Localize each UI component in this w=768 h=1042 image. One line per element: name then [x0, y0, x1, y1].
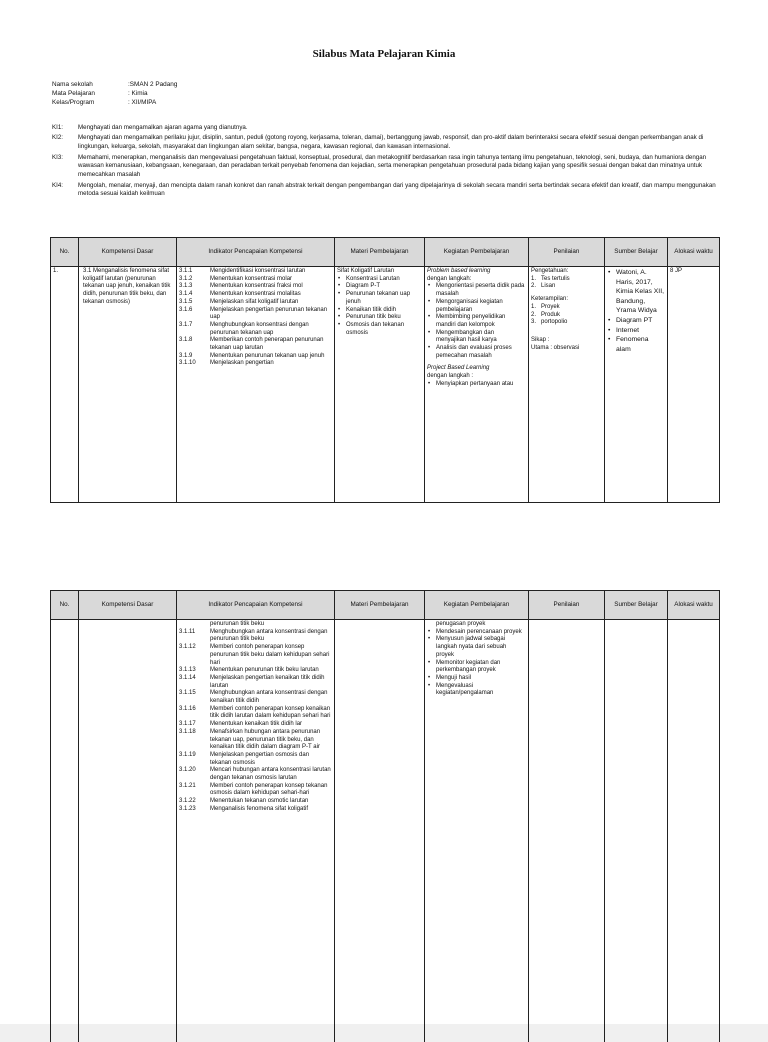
indicator-text: Menjelaskan pengertian kenaikan titik didih larutan [210, 675, 332, 690]
syllabus-table-1 [50, 237, 720, 503]
cell-no: 1. [51, 267, 79, 503]
pjbl-steps [427, 381, 526, 389]
indicator-text: Menentukan kenaikan titik didih lar [210, 721, 332, 729]
cell-kd [79, 267, 177, 503]
list-item: • Mengembangkan dan menyajikan hasil karya [436, 330, 526, 345]
header-kegiatan: Kegiatan Pembelajaran [425, 238, 529, 267]
indicator-text: Menjelaskan pengertian [210, 360, 332, 368]
indicator-number: 3.1.3 [179, 283, 210, 291]
ki-text: Menghayati dan mengamalkan perilaku jujur, disiplin, santun, peduli (gotong royong, kerjasama, toleran, damai), bertanggung jawab, responsif, dan pro-aktif dalam berinteraksi secara efektif sesuai dengan perkembangan anak di lingkungan, keluarga, sekolah, masyarakat dan lingkungan alam sekitar, bangsa, negara, kawasan regional, dan kawasan internasional. [78, 134, 720, 152]
indicator-item [179, 690, 332, 705]
sikap-utama: Utama : observasi [531, 345, 602, 353]
ki-label: KI2: [52, 134, 78, 152]
pengetahuan-list [531, 276, 602, 291]
indicator-text: Menentukan konsentrasi molalitas [210, 291, 332, 299]
ki-item [52, 182, 720, 200]
indicator-item [179, 783, 332, 798]
ki-label: KI3: [52, 154, 78, 180]
list-item: • Diagram PT [616, 316, 665, 326]
indicator-number: 3.1.2 [179, 276, 210, 284]
identity-label: Kelas/Program [52, 98, 128, 107]
indicator-text: Mengidentifikasi konsentrasi larutan [210, 268, 332, 276]
page-title: Silabus Mata Pelajaran Kimia [0, 48, 768, 60]
indicator-text: Menghubungkan antara konsentrasi dengan penurunan titik beku [210, 629, 332, 644]
indicator-item [179, 353, 332, 361]
cell-kegiatan [425, 620, 529, 1042]
indicator-number: 3.1.22 [179, 798, 210, 806]
keterampilan-list [531, 304, 602, 327]
item-text: portopolio [541, 319, 567, 327]
table-header-row [51, 238, 720, 267]
list-item: • Mengorientasi peserta didik pada masalah [436, 283, 526, 298]
ki-label: KI4: [52, 182, 78, 200]
indicator-number: 3.1.16 [179, 706, 210, 721]
indicator-item [179, 299, 332, 307]
indicator-item [179, 729, 332, 752]
indicator-item [179, 675, 332, 690]
list-item: • Menguji hasil [436, 675, 526, 683]
indicator-text: Menentukan penurunan tekanan uap jenuh [210, 353, 332, 361]
indicator-text: Memberi contoh penerapan konsep penurunan titik beku dalam kehidupan sehari hari [210, 644, 332, 667]
indicator-text: Menjelaskan pengertian penurunan tekanan uap [210, 307, 332, 322]
table-row [51, 267, 720, 503]
indicator-item [179, 806, 332, 814]
indicator-text: Memberi contoh penerapan konsep kenaikan titik didih larutan dalam kehidupan sehari hari [210, 706, 332, 721]
indicator-number: 3.1.20 [179, 767, 210, 782]
header-sumber: Sumber Belajar [605, 238, 668, 267]
identity-label: Mata Pelajaran [52, 89, 128, 98]
header-kd: Kompetensi Dasar [79, 591, 177, 620]
cell-alokasi [668, 620, 720, 1042]
indicator-number: 3.1.18 [179, 729, 210, 752]
indicator-item [179, 291, 332, 299]
indicator-number: 3.1.5 [179, 299, 210, 307]
indicator-text: Menentukan konsentrasi molar [210, 276, 332, 284]
header-penilaian: Penilaian [529, 238, 605, 267]
cell-no [51, 620, 79, 1042]
cell-alokasi: 8 JP [668, 267, 720, 503]
indicator-item [179, 268, 332, 276]
school-identity [52, 80, 177, 107]
identity-label: Nama sekolah [52, 80, 128, 89]
list-item: • Penurunan titik beku [346, 314, 422, 322]
indicator-number: 3.1.8 [179, 337, 210, 352]
cell-sumber [605, 620, 668, 1042]
header-indicator: Indikator Pencapaian Kompetensi [177, 591, 335, 620]
pbl-intro: dengan langkah: [427, 276, 526, 284]
cell-materi [335, 267, 425, 503]
list-item: • Mengevaluasi kegiatan/pengalaman [436, 683, 526, 698]
indicator-number: 3.1.12 [179, 644, 210, 667]
list-item: • Menyiapkan pertanyaan atau [436, 381, 526, 389]
header-materi: Materi Pembelajaran [335, 238, 425, 267]
indicator-item [179, 276, 332, 284]
ki-item [52, 154, 720, 180]
syllabus-table-2 [50, 590, 720, 1042]
indicator-item [179, 721, 332, 729]
list-item: • Watoni, A. Haris, 2017, Kimia Kelas XII, Bandung, Yrama Widya [616, 268, 665, 316]
list-item: • Memonitor kegiatan dan perkembangan proyek [436, 660, 526, 675]
header-alokasi: Alokasi waktu [668, 238, 720, 267]
indicator-item [179, 798, 332, 806]
indicator-number: 3.1.19 [179, 752, 210, 767]
cell-indicators [177, 267, 335, 503]
indicator-number: 3.1.11 [179, 629, 210, 644]
header-no: No. [51, 238, 79, 267]
indicator-item [179, 621, 332, 629]
header-kd: Kompetensi Dasar [79, 238, 177, 267]
header-kegiatan: Kegiatan Pembelajaran [425, 591, 529, 620]
pbl-title: Problem based learning [427, 268, 526, 276]
keterampilan-title: Keterampilan: [531, 296, 602, 304]
ki-item [52, 124, 720, 133]
indicator-number: 3.1.7 [179, 322, 210, 337]
indicator-number: 3.1.9 [179, 353, 210, 361]
table-header-row [51, 591, 720, 620]
indicator-number: 3.1.14 [179, 675, 210, 690]
cell-sumber [605, 267, 668, 503]
indicator-text: Menjelaskan sifat koligatif larutan [210, 299, 332, 307]
item-number: 2. [531, 283, 541, 291]
pjbl-title: Project Based Learning [427, 365, 526, 373]
kegiatan-lead: penugasan proyek [427, 621, 526, 629]
kd-text: 3.1 Menganalisis fenomena sifat koligatif larutan (penurunan tekanan uap jenuh, kenaikan titik didih, penurunan titik beku, dan tekanan osmosis) [81, 268, 174, 307]
indicator-item [179, 752, 332, 767]
ki-text: Menghayati dan mengamalkan ajaran agama yang dianutnya. [78, 124, 720, 133]
cell-kd [79, 620, 177, 1042]
indicator-number: 3.1.17 [179, 721, 210, 729]
indicator-item [179, 706, 332, 721]
pjbl-steps [427, 629, 526, 698]
indicator-number: 3.1.4 [179, 291, 210, 299]
list-item: • Kenaikan titik didih [346, 307, 422, 315]
ki-item [52, 134, 720, 152]
cell-kegiatan [425, 267, 529, 503]
header-alokasi: Alokasi waktu [668, 591, 720, 620]
indicator-item [179, 360, 332, 368]
cell-materi [335, 620, 425, 1042]
item-number: 2. [531, 312, 541, 320]
cell-penilaian [529, 267, 605, 503]
indicator-item [179, 629, 332, 644]
sumber-list [607, 268, 665, 354]
indicator-number: 3.1.21 [179, 783, 210, 798]
indicator-item [179, 283, 332, 291]
list-item: • Membimbing penyelidikan mandiri dan kelompok [436, 314, 526, 329]
list-item: • Mendesain perencanaan proyek [436, 629, 526, 637]
core-competencies [52, 124, 720, 201]
list-item: • Osmosis dan tekanan osmosis [346, 322, 422, 337]
indicator-text: Menjelaskan pengertian osmosis dan tekanan osmosis [210, 752, 332, 767]
indicator-text: Menghubungkan antara konsentrasi dengan kenaikan titik didih [210, 690, 332, 705]
sikap-title: Sikap : [531, 337, 602, 345]
indicator-number: 3.1.23 [179, 806, 210, 814]
table-row [51, 620, 720, 1042]
item-number: 3. [531, 319, 541, 327]
identity-value: : Kimia [128, 89, 148, 98]
identity-value: : XII/MIPA [128, 98, 156, 107]
header-indicator: Indikator Pencapaian Kompetensi [177, 238, 335, 267]
indicator-text: Menafsirkan hubungan antara penurunan tekanan uap, penurunan titik beku, dan kenaikan titik didih dalam diagram P-T air [210, 729, 332, 752]
indicator-number: 3.1.13 [179, 667, 210, 675]
ki-label: KI1: [52, 124, 78, 133]
cell-penilaian [529, 620, 605, 1042]
indicator-text: Menghubungkan konsentrasi dengan penurunan tekanan uap [210, 322, 332, 337]
item-text: Tes tertulis [541, 276, 570, 284]
materi-list [337, 276, 422, 338]
header-penilaian: Penilaian [529, 591, 605, 620]
list-item: • Diagram P-T [346, 283, 422, 291]
indicator-text: penurunan titik beku [210, 621, 332, 629]
pengetahuan-title: Pengetahuan: [531, 268, 602, 276]
indicator-item [179, 337, 332, 352]
indicator-text: Menentukan tekanan osmotic larutan [210, 798, 332, 806]
list-item: • Internet [616, 326, 665, 336]
list-item: • Penurunan tekanan uap jenuh [346, 291, 422, 306]
item-text: Produk [541, 312, 560, 320]
identity-value: :SMAN 2 Padang [128, 80, 177, 89]
list-item: • Menyusun jadwal sebagai langkah nyata dari sebuah proyek [436, 636, 526, 659]
cell-indicators [177, 620, 335, 1042]
indicator-text: Memberikan contoh penerapan penurunan tekanan uap larutan [210, 337, 332, 352]
list-item: • Analisis dan evaluasi proses pemecahan masalah [436, 345, 526, 360]
pbl-steps [427, 283, 526, 360]
item-number: 1. [531, 276, 541, 284]
indicator-number: 3.1.1 [179, 268, 210, 276]
item-text: Lisan [541, 283, 555, 291]
list-item: • Fenomena alam [616, 335, 665, 354]
materi-title: Sifat Koligatif Larutan [337, 268, 422, 276]
indicator-number: 3.1.6 [179, 307, 210, 322]
list-item: • Konsentrasi Larutan [346, 276, 422, 284]
indicator-item [179, 322, 332, 337]
indicator-text: Menganalisis fenomena sifat koligatif [210, 806, 332, 814]
ki-text: Memahami, menerapkan, menganalisis dan mengevaluasi pengetahuan faktual, konseptual, prosedural, dan metakognitif berdasarkan rasa ingin tahunya tentang ilmu pengetahuan, teknologi, seni, budaya, dan humaniora dengan wawasan kemanusiaan, kebangsaan, kenegaraan, dan peradaban terkait penyebab fenomena dan kejadian, serta menerapkan pengetahuan prosedural pada bidang kajian yang spesifik sesuai dengan bakat dan minatnya untuk memecahkan masalah [78, 154, 720, 180]
indicator-item [179, 307, 332, 322]
indicator-text: Menentukan penurunan titik beku larutan [210, 667, 332, 675]
indicator-text: Mencari hubungan antara konsentrasi larutan dengan tekanan osmosis larutan [210, 767, 332, 782]
indicator-item [179, 767, 332, 782]
ki-text: Mengolah, menalar, menyaji, dan mencipta dalam ranah konkret dan ranah abstrak terkait dengan pengembangan dari yang dipelajarinya di sekolah secara mandiri serta bertindak secara efektif dan kreatif, dan mampu menggunakan metoda sesuai kaidah keilmuan [78, 182, 720, 200]
header-materi: Materi Pembelajaran [335, 591, 425, 620]
list-item: • Mengorganisasi kegiatan pembelajaran [436, 299, 526, 314]
indicator-number: 3.1.15 [179, 690, 210, 705]
header-no: No. [51, 591, 79, 620]
header-sumber: Sumber Belajar [605, 591, 668, 620]
item-number: 1. [531, 304, 541, 312]
indicator-text: Menentukan konsentrasi fraksi mol [210, 283, 332, 291]
indicator-item [179, 644, 332, 667]
indicator-item [179, 667, 332, 675]
item-text: Proyek [541, 304, 560, 312]
indicator-number: 3.1.10 [179, 360, 210, 368]
indicator-text: Memberi contoh penerapan konsep tekanan osmosis dalam kehidupan sehari-hari [210, 783, 332, 798]
pjbl-intro: dengan langkah : [427, 373, 526, 381]
